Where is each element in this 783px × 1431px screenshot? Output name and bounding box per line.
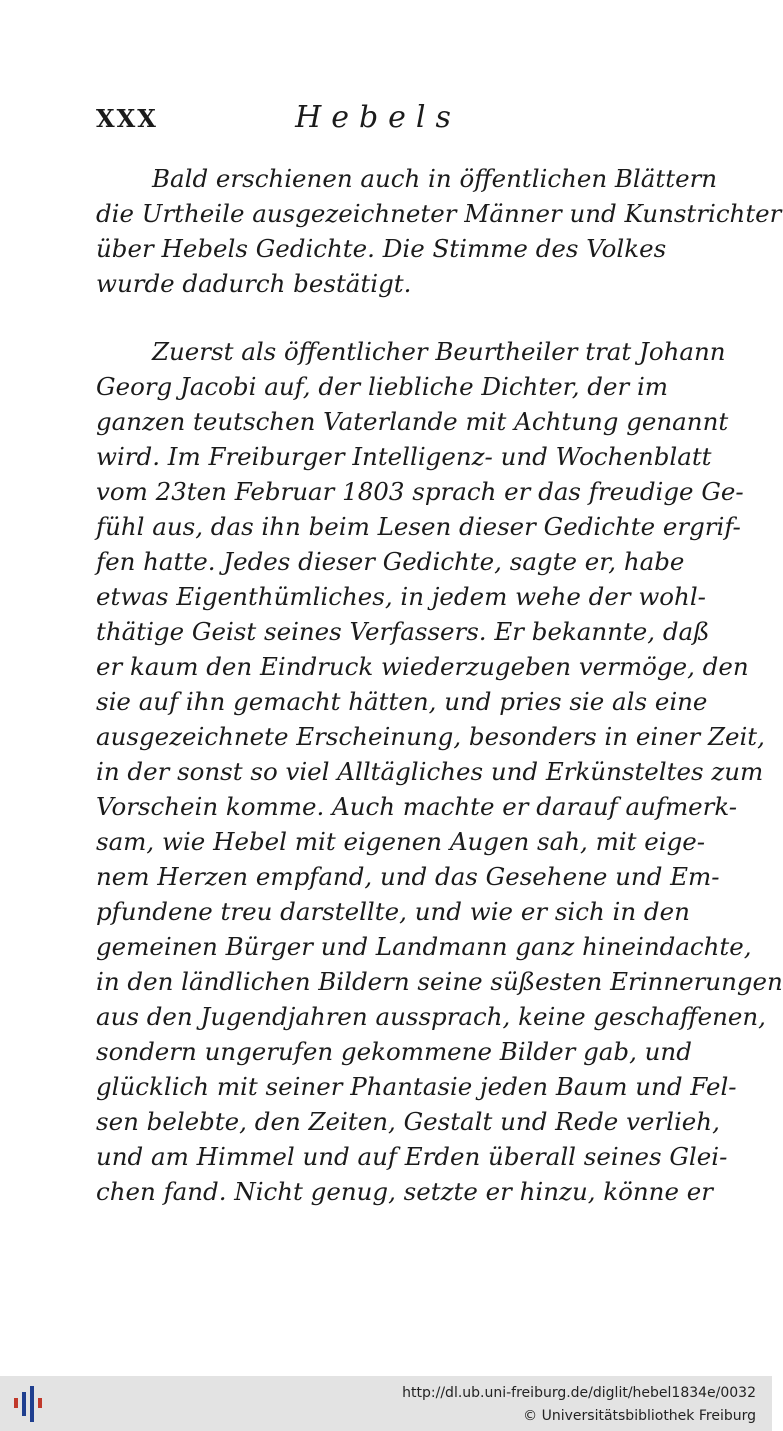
logo-bar-blue-right: [30, 1386, 34, 1422]
logo-bar-blue-left: [22, 1392, 26, 1416]
text-line: ausgezeichnete Erscheinung, besonders in einer Zeit,: [96, 722, 765, 751]
page-number: XXX: [96, 104, 158, 133]
text-line: Vorschein komme. Auch machte er darauf aufmerk-: [96, 792, 738, 821]
text-line: wird. Im Freiburger Intelligenz- und Wochenblatt: [96, 442, 712, 471]
text-line: fen hatte. Jedes dieser Gedichte, sagte er, habe: [96, 547, 685, 576]
permalink-url[interactable]: http://dl.ub.uni-freiburg.de/diglit/hebel1834e/0032: [402, 1385, 756, 1401]
text-line: etwas Eigenthümliches, in jedem wehe der wohl-: [96, 582, 706, 611]
page-header: [96, 98, 660, 142]
text-line: aus den Jugendjahren aussprach, keine geschaffenen,: [96, 1002, 766, 1031]
text-line: ganzen teutschen Vaterlande mit Achtung genannt: [96, 407, 729, 436]
text-line: fühl aus, das ihn beim Lesen dieser Gedichte ergrif-: [96, 512, 741, 541]
text-line: er kaum den Eindruck wiederzugeben vermöge, den: [96, 652, 749, 681]
text-line: in den ländlichen Bildern seine süßesten Erinnerungen: [96, 967, 783, 996]
text-line: wurde dadurch bestätigt.: [96, 269, 412, 298]
text-line: sen belebte, den Zeiten, Gestalt und Rede verlieh,: [96, 1107, 720, 1136]
text-line: gemeinen Bürger und Landmann ganz hineindachte,: [96, 932, 752, 961]
text-line: vom 23ten Februar 1803 sprach er das freudige Ge-: [96, 477, 744, 506]
copyright-notice: © Universitätsbibliothek Freiburg: [523, 1408, 756, 1424]
text-line: die Urtheile ausgezeichneter Männer und Kunstrichter: [96, 199, 782, 228]
running-title: Hebels: [295, 100, 461, 135]
text-line: Zuerst als öffentlicher Beurtheiler trat Johann: [152, 337, 726, 366]
viewer-footer: [0, 1376, 772, 1431]
text-line: glücklich mit seiner Phantasie jeden Baum und Fel-: [96, 1072, 737, 1101]
text-line: sam, wie Hebel mit eigenen Augen sah, mit eige-: [96, 827, 706, 856]
text-line: und am Himmel und auf Erden überall seines Glei-: [96, 1142, 728, 1171]
text-line: Georg Jacobi auf, der liebliche Dichter, der im: [96, 372, 669, 401]
text-line: sie auf ihn gemacht hätten, und pries sie als eine: [96, 687, 708, 716]
ub-freiburg-logo-icon: [10, 1384, 50, 1424]
text-line: sondern ungerufen gekommene Bilder gab, und: [96, 1037, 692, 1066]
text-line: Bald erschienen auch in öffentlichen Blättern: [152, 164, 718, 193]
text-line: in der sonst so viel Alltägliches und Erkünsteltes zum: [96, 757, 764, 786]
logo-bar-red-left: [14, 1398, 18, 1408]
text-line: chen fand. Nicht genug, setzte er hinzu, könne er: [96, 1177, 713, 1206]
text-line: thätige Geist seines Verfassers. Er bekannte, daß: [96, 617, 710, 646]
text-line: pfundene treu darstellte, und wie er sich in den: [96, 897, 690, 926]
text-line: nem Herzen empfand, und das Gesehene und Em-: [96, 862, 720, 891]
text-line: über Hebels Gedichte. Die Stimme des Volkes: [96, 234, 667, 263]
logo-bar-red-right: [38, 1398, 42, 1408]
